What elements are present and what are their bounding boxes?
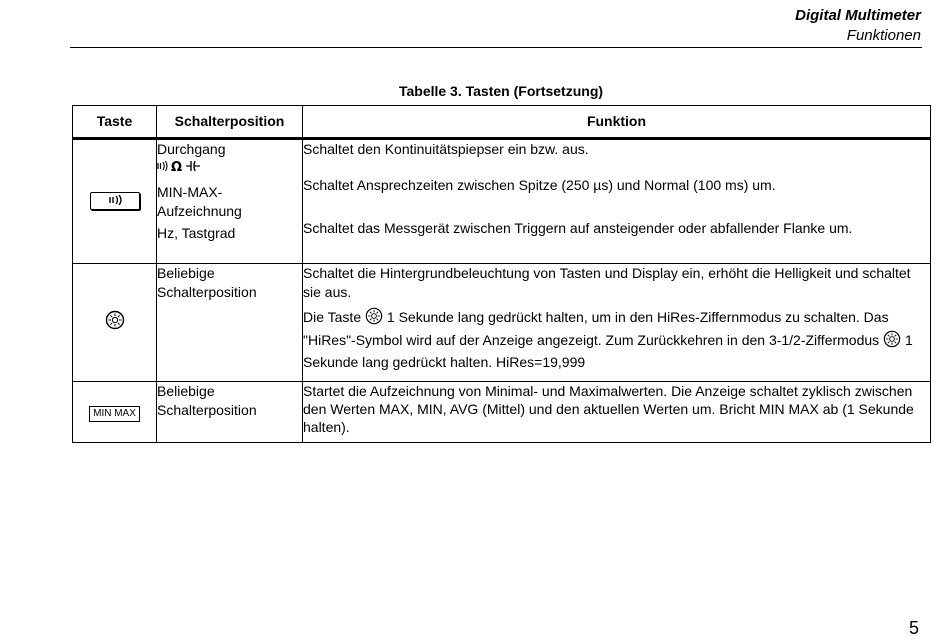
backlight-icon [883,330,901,353]
function-text: Schaltet die Hintergrundbeleuchtung von Tasten und Display ein, erhöht die Helligkeit und schaltet sie aus. [303,265,911,300]
column-header-funktion: Funktion [303,106,931,139]
position-cell [157,382,303,443]
position-durchgang: Durchgang [157,141,226,157]
continuity-ohm-capacitor-symbols [157,159,302,178]
function-text: Startet die Aufzeichnung von Minimal- und Maximalwerten. Die Anzeige schaltet zyklisch zwischen den Werten MAX, MIN, AVG (Mittel) und den aktuellen Werten um. Bricht MIN MAX ab (1 Sekunde halten). [303,383,914,435]
table-row [73,264,931,382]
key-cell [73,264,157,382]
backlight-key-icon [105,317,125,333]
column-header-taste: Taste [73,106,157,139]
section-subtitle: Funktionen [846,27,921,44]
function-cell [303,382,931,443]
keys-table [72,105,931,443]
position-cell [157,264,303,382]
key-cell [73,382,157,443]
function-text: Schaltet Ansprechzeiten zwischen Spitze (250 µs) und Normal (100 ms) um. [303,177,776,193]
page-number: 5 [908,618,919,638]
svg-text:Ω: Ω [171,160,184,173]
position-min-max: MIN-MAX-Aufzeichnung [157,184,242,219]
position-hz: Hz, Tastgrad [157,225,236,241]
table-header-row [73,106,931,139]
position-any: Beliebige Schalterposition [157,383,257,418]
function-cell [303,139,931,264]
min-max-key-label: MIN MAX [89,406,140,422]
table-caption: Tabelle 3. Tasten (Fortsetzung) [398,83,604,99]
table-row [73,139,931,264]
function-text: Schaltet den Kontinuitätspiepser ein bzw. aus. [303,141,589,157]
position-any: Beliebige Schalterposition [157,265,257,300]
function-text-hires: Die Taste 1 Sekunde lang gedrückt halten, um in den HiRes-Ziffernmodus zu schalten. Das "HiRes"-Symbol wird auf der Anzeige angezeigt. Zum Zurückkehren in den 3-1/2-Ziffermodus 1 Sekunde lang gedrückt halten. HiRes=19,999 [303,309,913,370]
continuity-key-icon [90,192,140,210]
document-title: Digital Multimeter [795,7,921,24]
backlight-icon [365,307,383,330]
function-cell [303,264,931,382]
function-text: Schaltet das Messgerät zwischen Triggern auf ansteigender oder abfallender Flanke um. [303,220,853,236]
header-divider [70,47,922,48]
table-row [73,382,931,443]
column-header-schalterposition: Schalterposition [157,106,303,139]
position-cell [157,139,303,264]
key-cell [73,139,157,264]
